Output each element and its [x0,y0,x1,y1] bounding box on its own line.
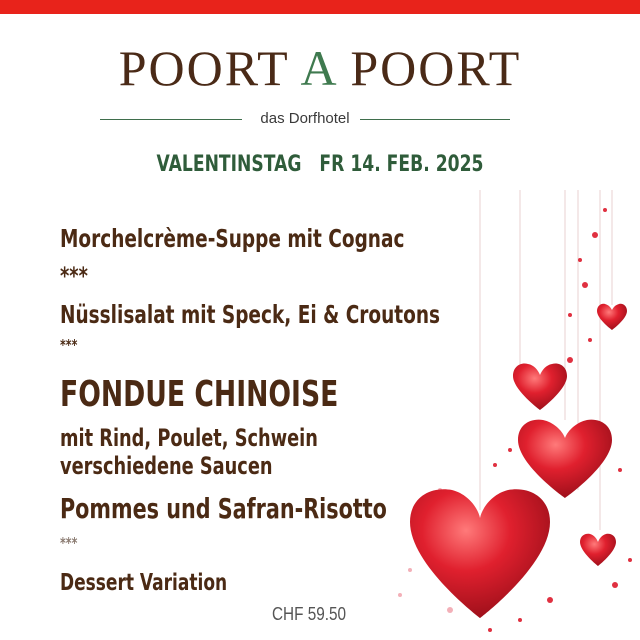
logo-word-left: POORT [118,40,289,96]
course-separator: *** [60,262,88,290]
hearts-decoration [380,190,640,640]
heart-upper [513,364,567,410]
logo-word-right: POORT [350,40,522,96]
heart-medium [518,420,612,498]
main-course-detail: mit Rind, Poulet, Schwein [60,424,318,452]
hotel-logo [0,38,640,98]
event-date-heading: VALENTINSTAG FR 14. FEB. 2025 [156,152,484,177]
course-separator: *** [60,534,78,552]
heart-small-right [580,534,616,566]
menu-price: CHF 59.50 [272,604,346,624]
main-course-title: FONDUE CHINOISE [60,374,339,415]
course-salad: Nüsslisalat mit Speck, Ei & Croutons [60,300,441,329]
logo-subtitle: das Dorfhotel [260,110,350,127]
main-course-sides: Pommes und Safran-Risotto [60,492,387,525]
course-soup: Morchelcrème-Suppe mit Cognac [60,224,405,253]
logo-letter-a: A [300,40,336,96]
course-separator: *** [60,336,78,354]
heart-small-top [597,304,627,330]
logo-subtitle-row [100,108,510,130]
top-red-bar [0,0,640,14]
course-dessert: Dessert Variation [60,570,228,596]
main-course-detail: verschiedene Saucen [60,452,273,480]
